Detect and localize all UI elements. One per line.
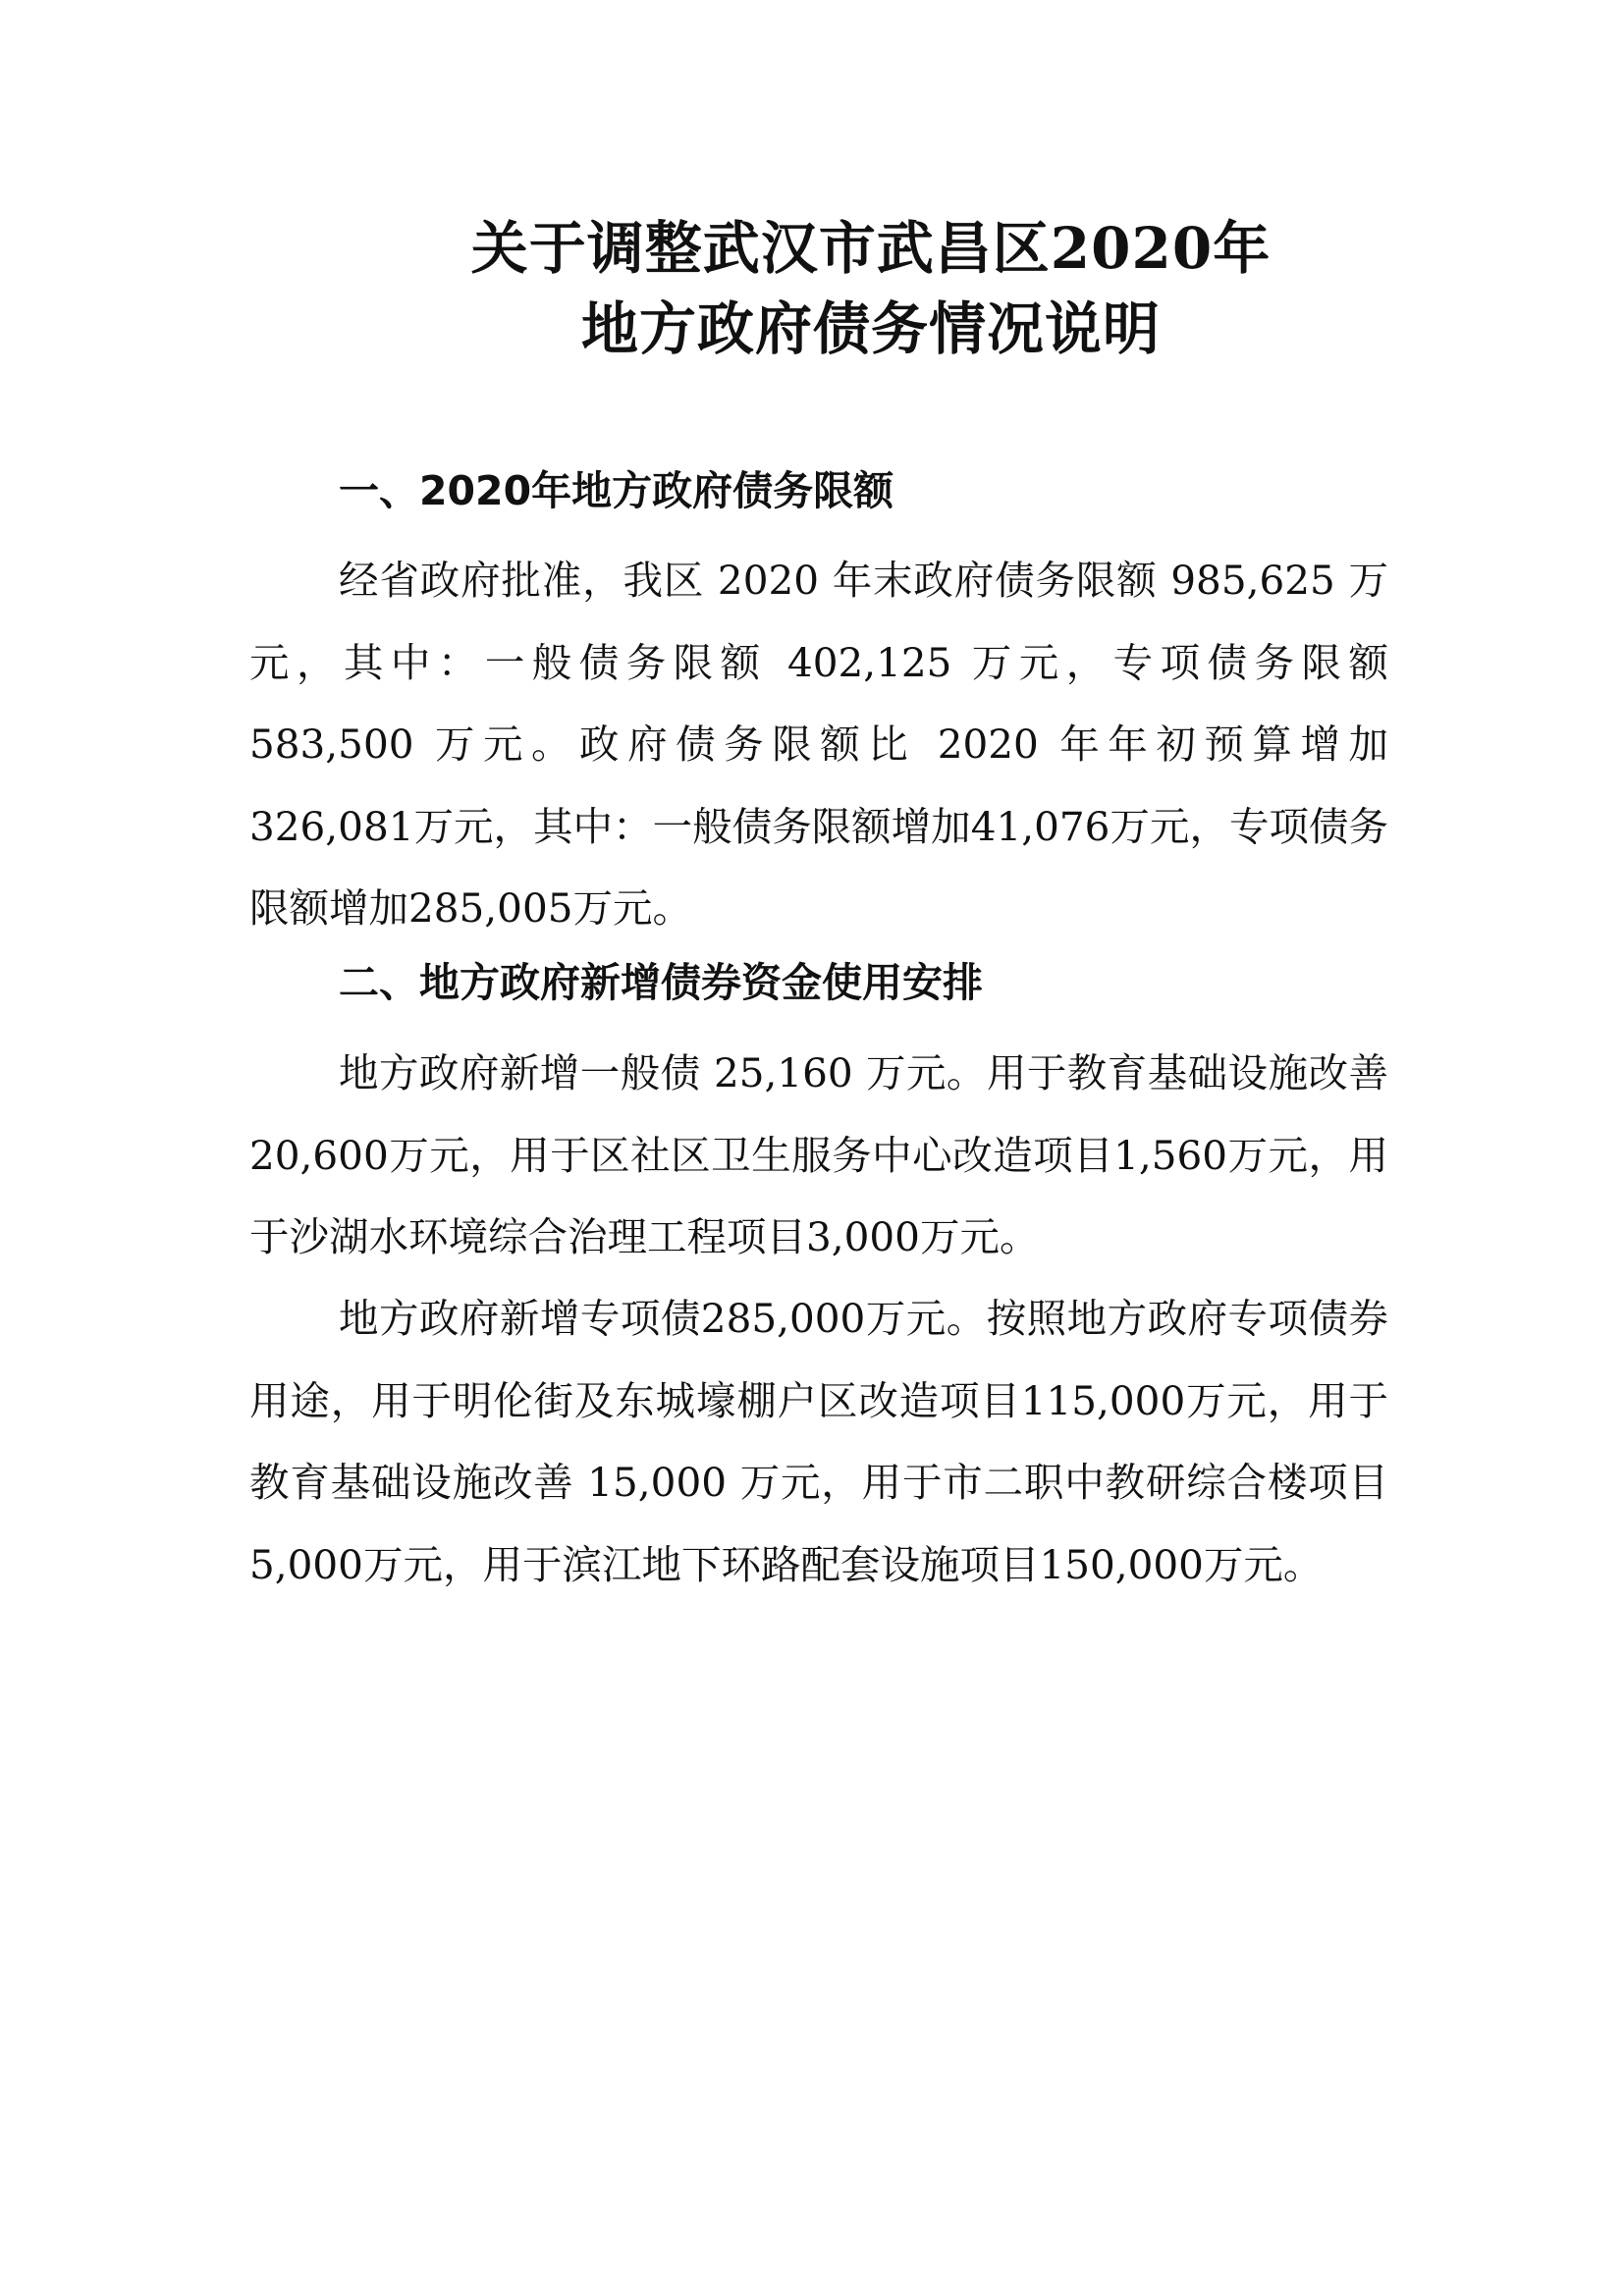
section-heading-bond-usage: 二、地方政府新增债券资金使用安排 xyxy=(339,959,983,1006)
document-title-line-2: 地方政府债务情况说明 xyxy=(580,295,1161,362)
document-title-line-1: 关于调整武汉市武昌区2020年 xyxy=(470,215,1272,282)
paragraph-debt-limit: 经省政府批准，我区 2020 年末政府债务限额 985,625 万元，其中：一般债务限额 402,125 万元，专项债务限额 583,500 万元。政府债务限额比 2020 年年初预算增加 326,081万元，其中：一般债务限额增加41,076万元，专项债务限额增加285,005万元。 xyxy=(249,557,1388,932)
section-heading-debt-limit: 一、2020年地方政府债务限额 xyxy=(339,467,894,514)
paragraph-general-bond: 地方政府新增一般债 25,160 万元。用于教育基础设施改善20,600万元，用于区社区卫生服务中心改造项目1,560万元，用于沙湖水环境综合治理工程项目3,000万元。 xyxy=(249,1049,1388,1260)
paragraph-special-bond: 地方政府新增专项债285,000万元。按照地方政府专项债券用途，用于明伦街及东城壕棚户区改造项目115,000万元，用于教育基础设施改善 15,000 万元，用于市二职中教研综合楼项目5,000万元，用于滨江地下环路配套设施项目150,000万元。 xyxy=(249,1295,1388,1588)
